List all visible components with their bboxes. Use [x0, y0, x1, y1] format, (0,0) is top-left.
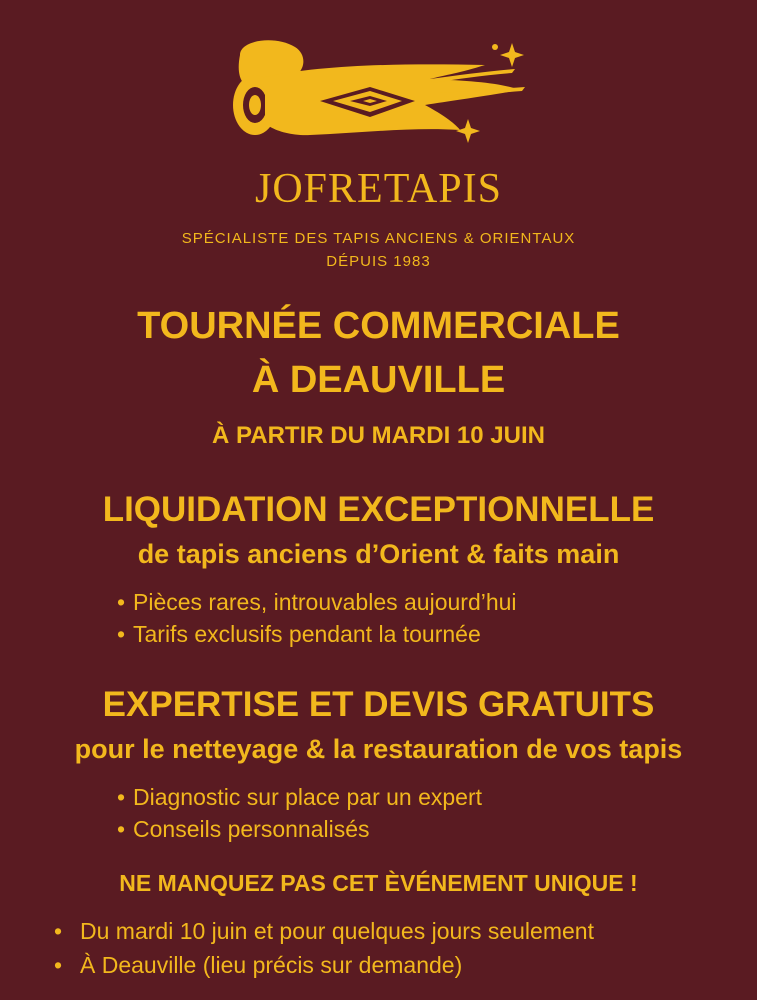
bullet-icon: • [117, 816, 126, 842]
brand-since: DÉPUIS 1983 [326, 253, 431, 270]
list-item: • À Deauville (lieu précis sur demande) [54, 948, 594, 982]
bullet-icon: • [117, 589, 126, 615]
bullet-icon: • [117, 784, 126, 810]
expertise-title: EXPERTISE ET DEVIS GRATUITS [102, 685, 655, 724]
liquidation-list [117, 586, 517, 650]
liquidation-subtitle: de tapis anciens d’Orient & faits main [137, 539, 620, 569]
list-item: • Du mardi 10 juin et pour quelques jours seulement [54, 914, 594, 948]
rolled-carpet-icon [233, 40, 525, 135]
bullet-icon: • [117, 621, 126, 647]
brand-name: JOFRETAPIS [254, 166, 503, 212]
list-item: • Conseils personnalisés [117, 813, 482, 845]
list-item: • Pièces rares, introuvables aujourd’hui [117, 586, 517, 618]
event-headline-line1: TOURNÉE COMMERCIALE [137, 305, 620, 347]
cta-list [54, 914, 594, 982]
brand-tagline: SPÉCIALISTE DES TAPIS ANCIENS & ORIENTAUX [181, 230, 576, 247]
event-date: À PARTIR DU MARDI 10 JUIN [212, 422, 545, 449]
expertise-list [117, 781, 482, 845]
event-headline-line2: À DEAUVILLE [251, 359, 506, 401]
list-item: • Tarifs exclusifs pendant la tournée [117, 618, 517, 650]
list-item: • Diagnostic sur place par un expert [117, 781, 482, 813]
liquidation-title: LIQUIDATION EXCEPTIONNELLE [102, 490, 655, 529]
expertise-subtitle: pour le netteyage & la restauration de vos tapis [74, 734, 683, 764]
bullet-icon: • [54, 918, 63, 944]
cta-title: NE MANQUEZ PAS CET ÈVÉNEMENT UNIQUE ! [119, 870, 638, 896]
bullet-icon: • [54, 952, 63, 978]
carpet-scroll-logo [200, 35, 540, 155]
